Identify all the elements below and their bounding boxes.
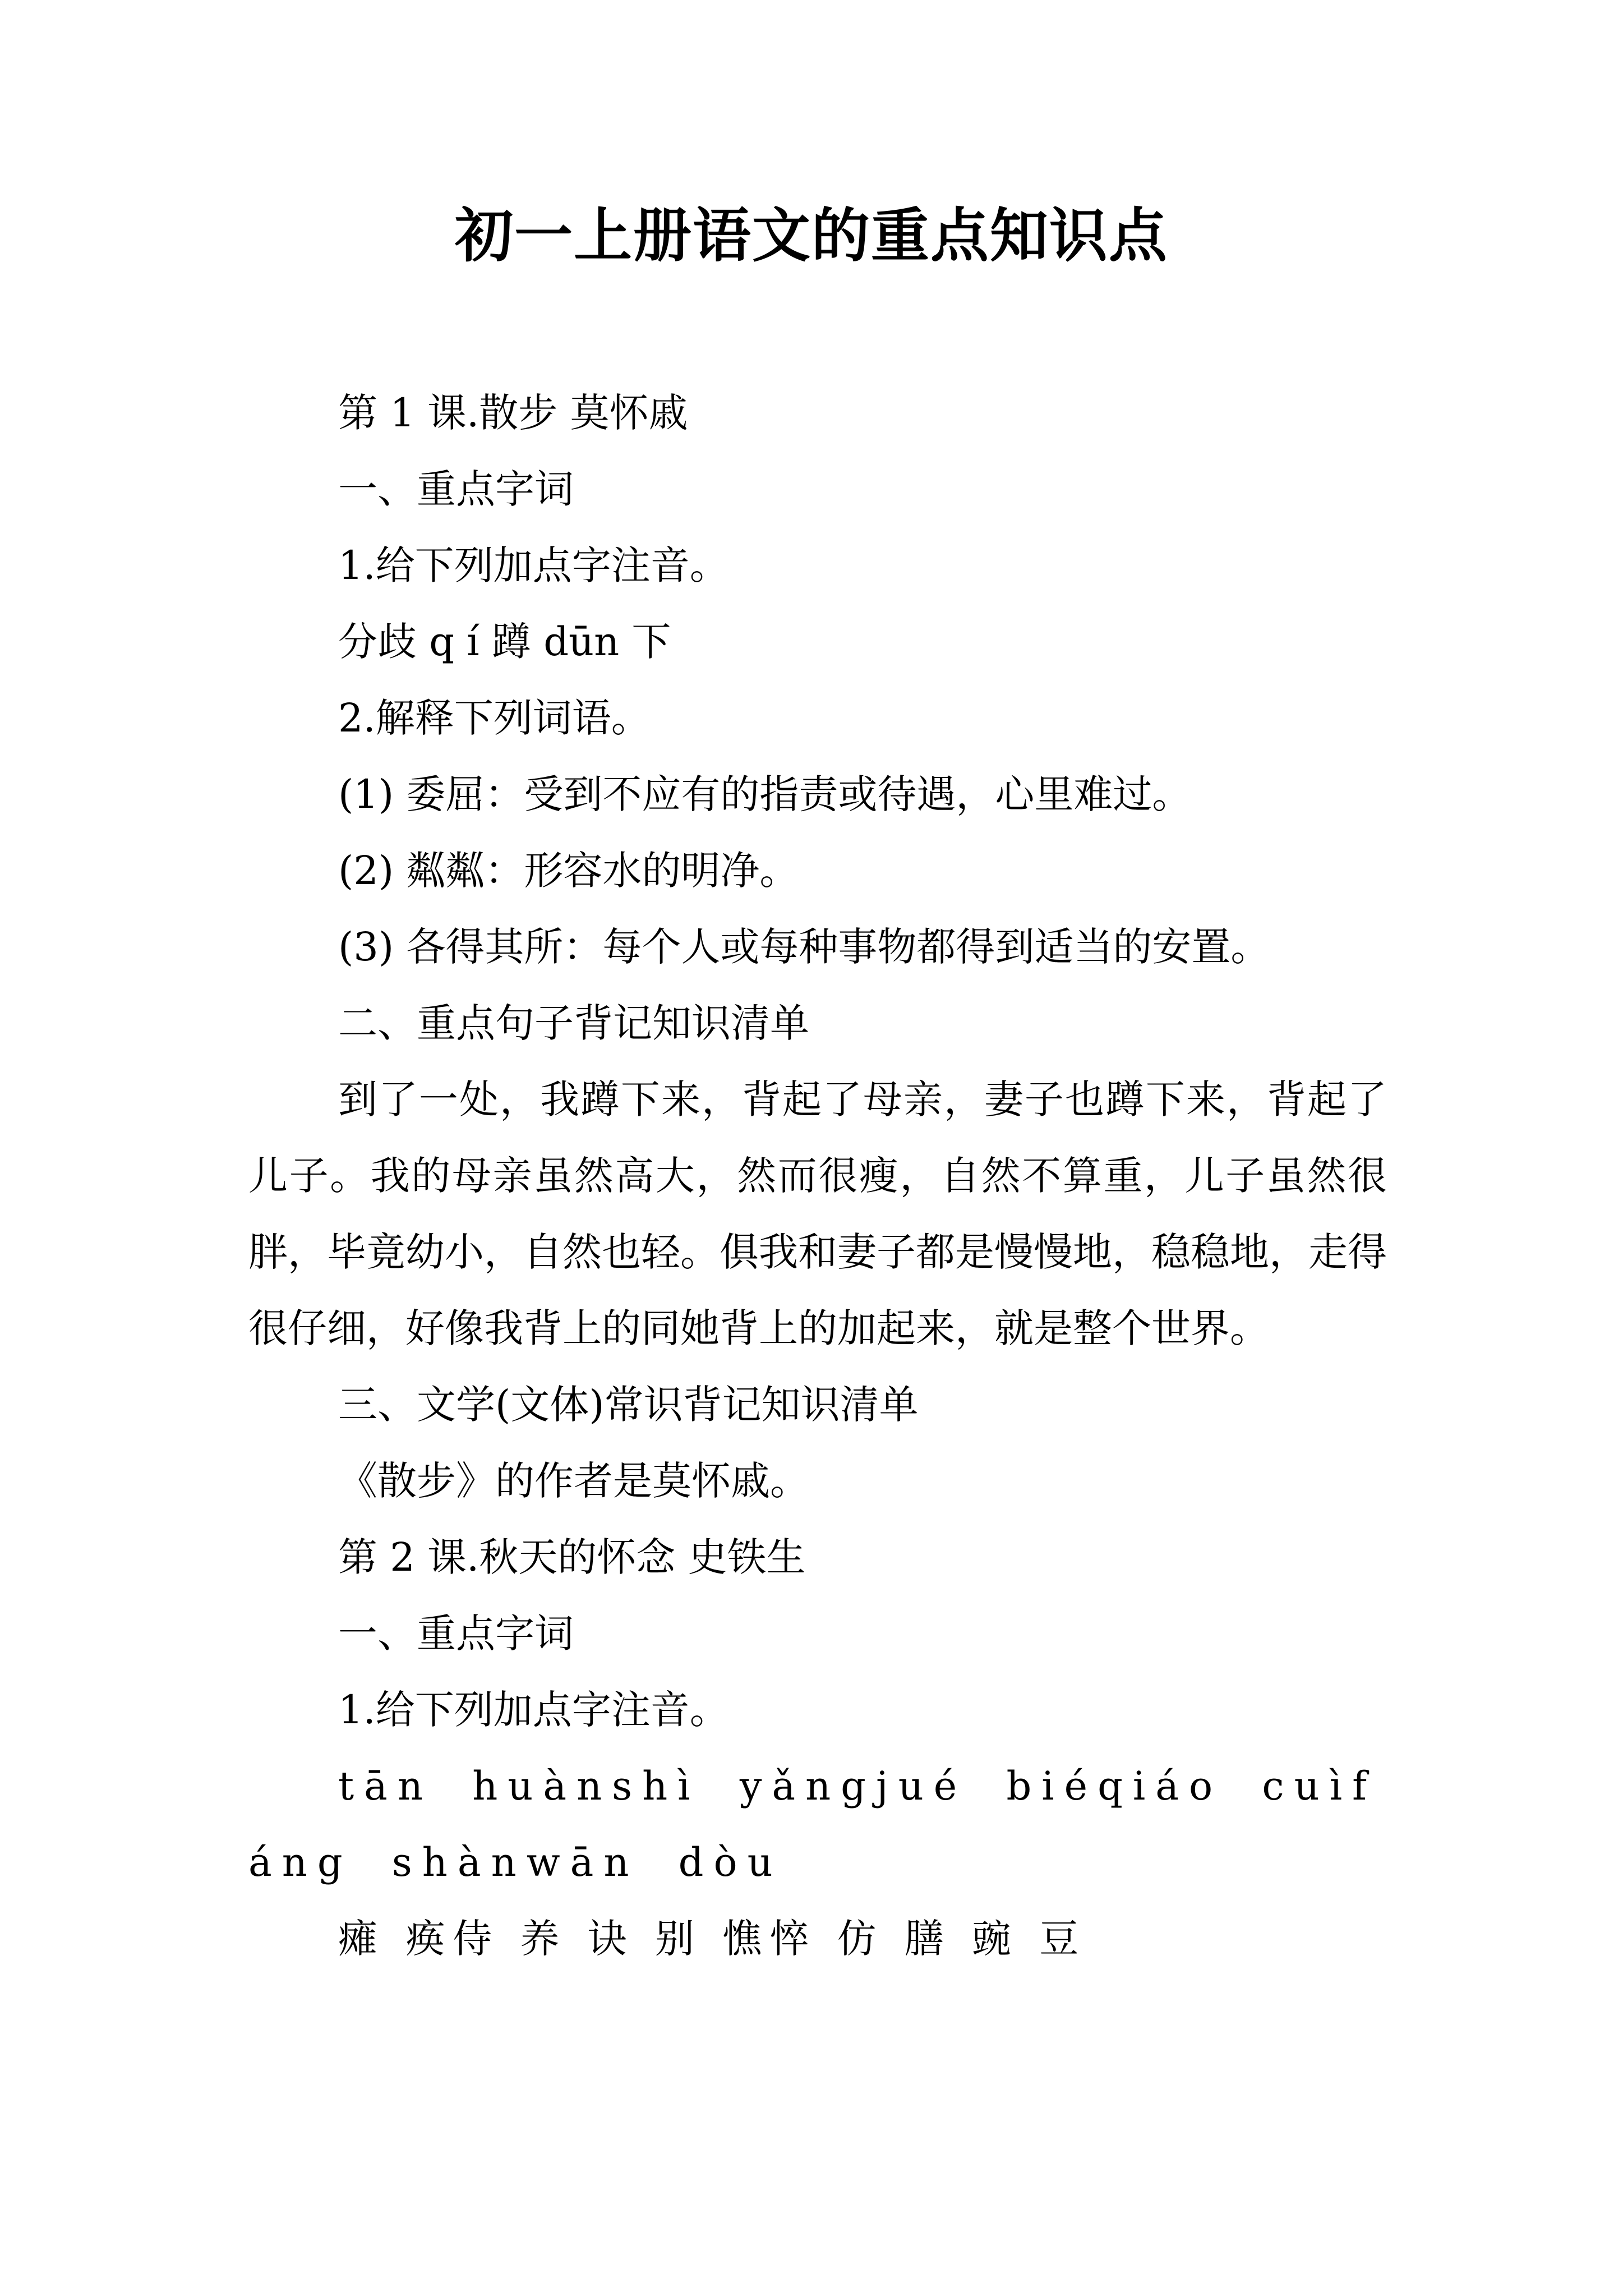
lesson-2-section-vocabulary: 一、重点字词: [338, 1611, 574, 1657]
definition-item: (2) 粼粼：形容水的明净。: [338, 848, 799, 894]
lesson-2-pinyin: tān huànshì yǎngjué biéqiáo cuìfáng shànwān dòu: [248, 1763, 1377, 1885]
lesson-1-passage: 到了一处，我蹲下来，背起了母亲，妻子也蹲下来，背起了儿子。我的母亲虽然高大，然而很瘦，自然不算重，儿子虽然很胖，毕竟幼小，自然也轻。俱我和妻子都是慢慢地，稳稳地，走得很仔细，好像我背上的同她背上的加起来，就是整个世界。: [248, 1076, 1387, 1351]
lesson-1-pronunciation-answer: 分歧 q í 蹲 dūn 下: [338, 619, 671, 665]
definition-item: (1) 委屈：受到不应有的指责或待遇，心里难过。: [338, 771, 1192, 817]
lesson-1-question-definitions: 2.解释下列词语。: [338, 695, 651, 741]
lesson-1-section-vocabulary: 一、重点字词: [338, 466, 574, 512]
lesson-2-words: 瘫 痪侍 养 诀 别 憔悴 仿 膳 豌 豆: [338, 1916, 1087, 1962]
lesson-1-section-literature: 三、文学(文体)常识背记知识清单: [338, 1382, 919, 1428]
lesson-1-section-sentences: 二、重点句子背记知识清单: [338, 1000, 809, 1046]
lesson-1-heading: 第 1 课.散步 莫怀戚: [338, 390, 688, 436]
definition-item: (3) 各得其所：每个人或每种事物都得到适当的安置。: [338, 924, 1270, 970]
document-body: [248, 375, 1387, 1977]
page-title: 初一上册语文的重点知识点: [454, 201, 1168, 270]
lesson-2-heading: 第 2 课.秋天的怀念 史铁生: [338, 1534, 806, 1580]
lesson-1-question-pronunciation: 1.给下列加点字注音。: [338, 542, 729, 588]
lesson-2-question-pronunciation: 1.给下列加点字注音。: [338, 1687, 729, 1733]
lesson-1-author-note: 《散步》的作者是莫怀戚。: [338, 1458, 809, 1504]
